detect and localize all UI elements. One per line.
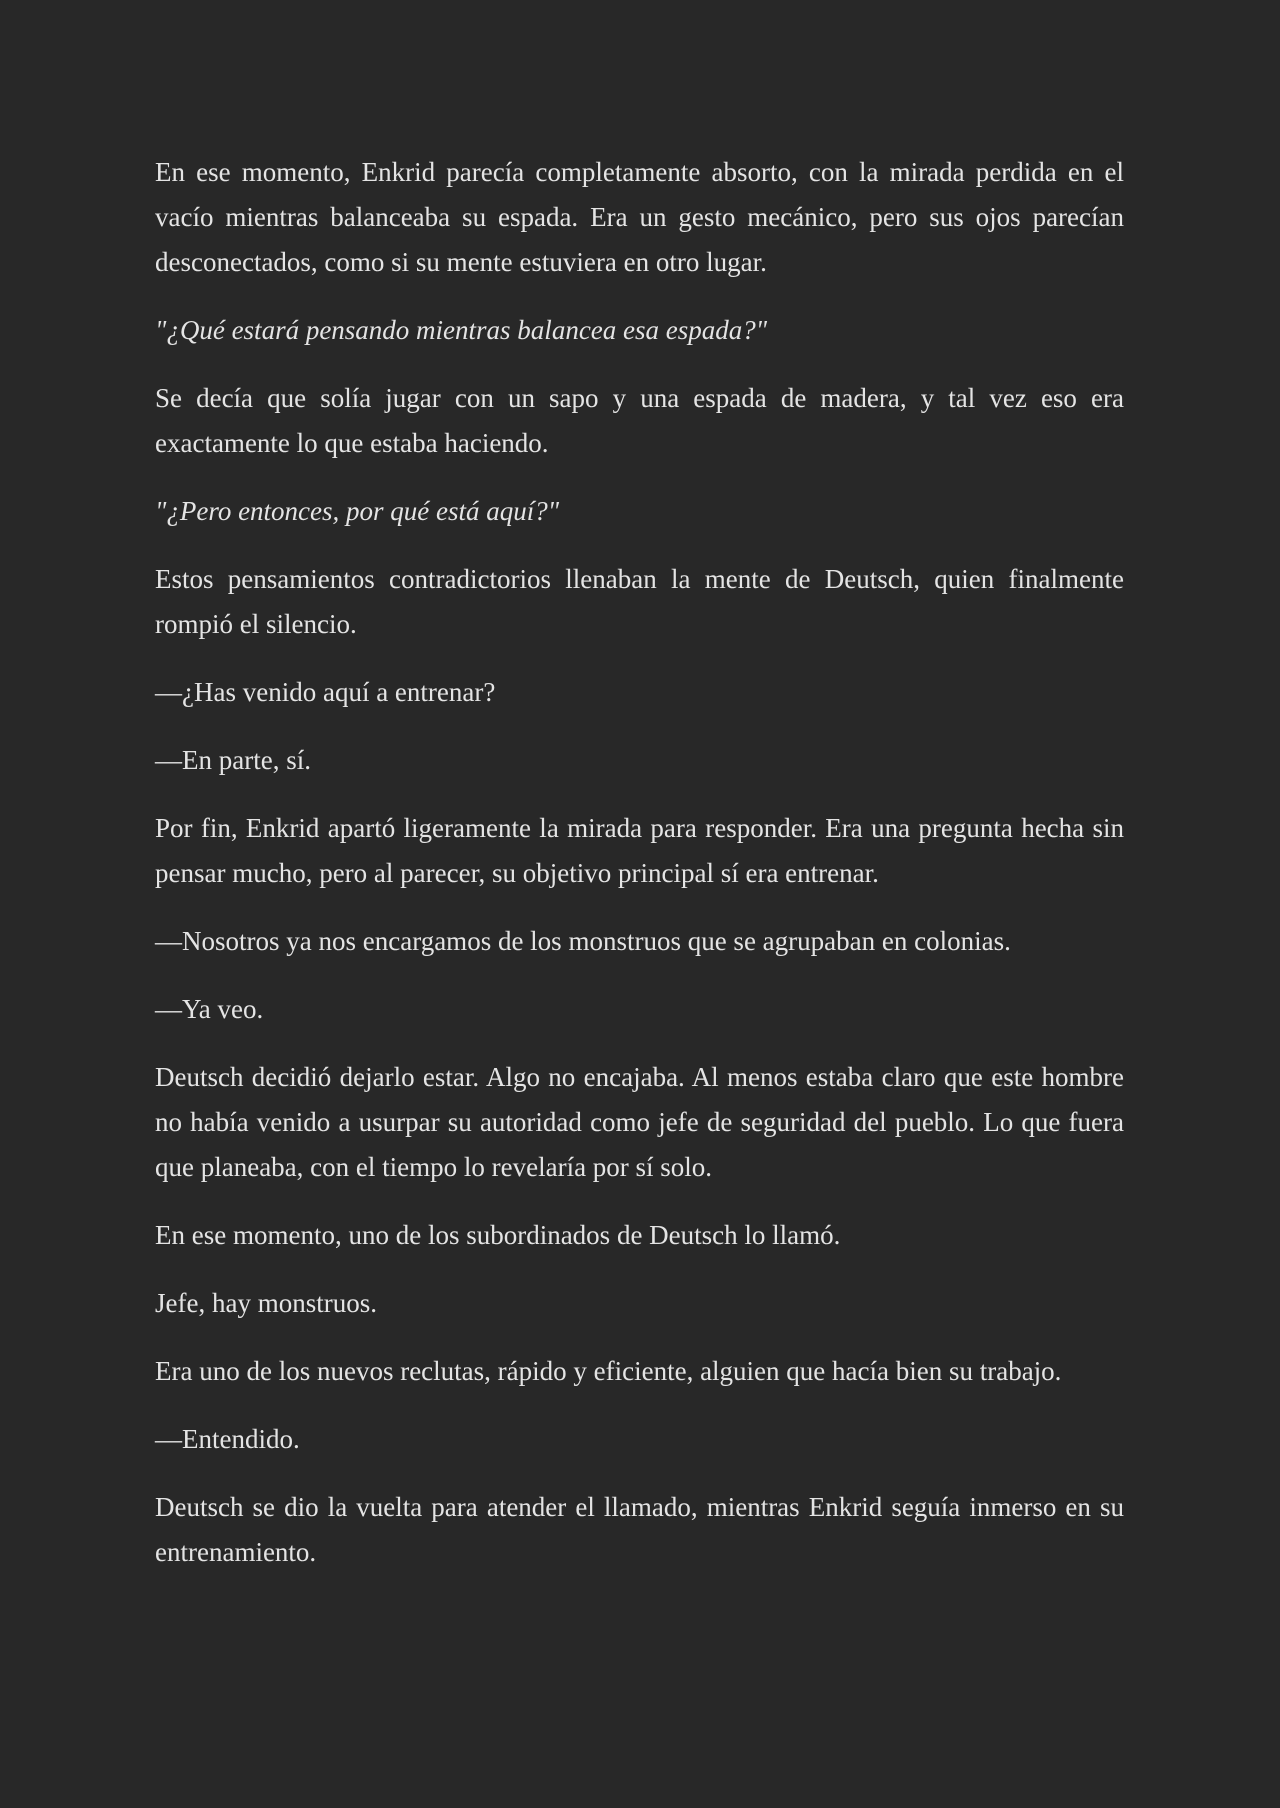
paragraph: Deutsch decidió dejarlo estar. Algo no encajaba. Al menos estaba claro que este hombre no había venido a usurpar su autoridad como jefe de seguridad del pueblo. Lo que fuera que planeaba, con el tiempo lo revelaría por sí solo. (155, 1062, 1124, 1182)
dialogue-line: —En parte, sí. (155, 745, 311, 775)
dialogue-line: —Ya veo. (155, 994, 264, 1024)
dialogue-line: —Nosotros ya nos encargamos de los monstruos que se agrupaban en colonias. (155, 926, 1011, 956)
paragraph: Por fin, Enkrid apartó ligeramente la mirada para responder. Era una pregunta hecha sin pensar mucho, pero al parecer, su objetivo principal sí era entrenar. (155, 813, 1124, 888)
paragraph: Deutsch se dio la vuelta para atender el llamado, mientras Enkrid seguía inmerso en su entrenamiento. (155, 1492, 1124, 1567)
paragraph: Era uno de los nuevos reclutas, rápido y eficiente, alguien que hacía bien su trabajo. (155, 1356, 1062, 1386)
dialogue-line: —¿Has venido aquí a entrenar? (155, 677, 496, 707)
paragraph: Se decía que solía jugar con un sapo y una espada de madera, y tal vez eso era exactamente lo que estaba haciendo. (155, 383, 1124, 458)
paragraph: En ese momento, Enkrid parecía completamente absorto, con la mirada perdida en el vacío mientras balanceaba su espada. Era un gesto mecánico, pero sus ojos parecían desconectados, como si su mente estuviera en otro lugar. (155, 157, 1124, 277)
dialogue-line: —Entendido. (155, 1424, 300, 1454)
thought-paragraph: "¿Pero entonces, por qué está aquí?" (155, 496, 560, 526)
thought-paragraph: "¿Qué estará pensando mientras balancea esa espada?" (155, 315, 768, 345)
paragraph: Estos pensamientos contradictorios llenaban la mente de Deutsch, quien finalmente rompió el silencio. (155, 564, 1124, 639)
dialogue-line: Jefe, hay monstruos. (155, 1288, 377, 1318)
paragraph: En ese momento, uno de los subordinados de Deutsch lo llamó. (155, 1220, 841, 1250)
